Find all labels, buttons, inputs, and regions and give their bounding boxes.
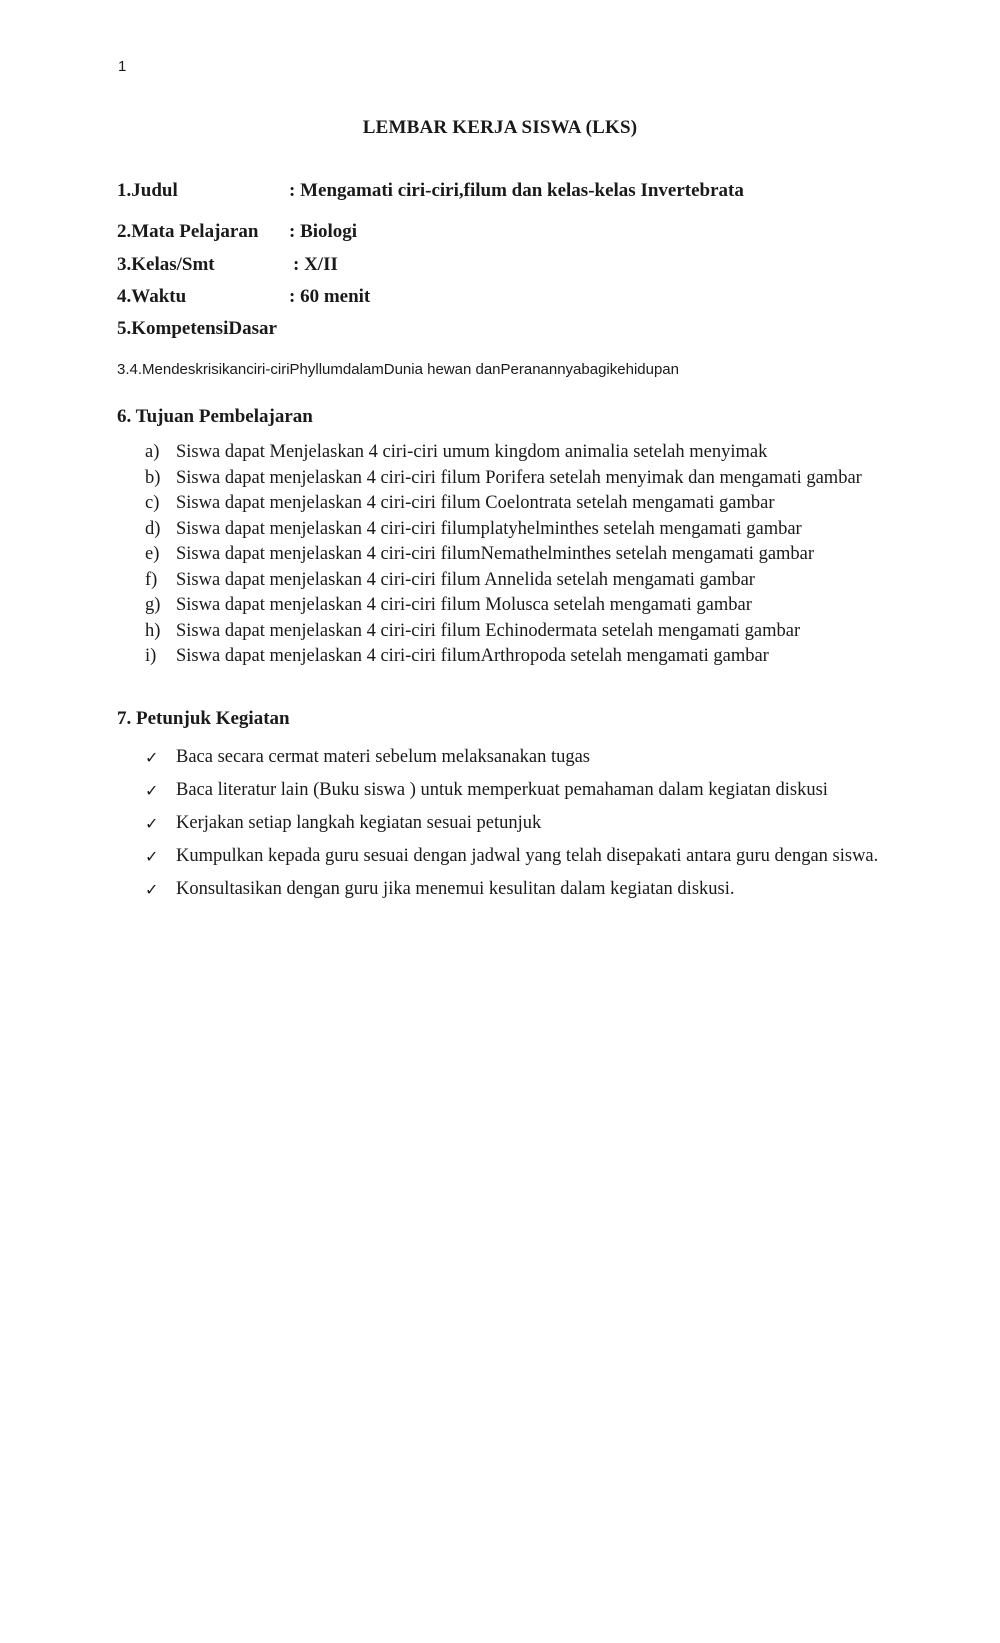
objective-text: Siswa dapat menjelaskan 4 ciri-ciri filum Annelida setelah mengamati gambar: [176, 569, 755, 590]
kompetensi-dasar-text: 3.4.Mendeskrisikanciri-ciriPhyllumdalamDunia hewan danPeranannyabagikehidupan: [117, 361, 679, 378]
instruction-text: Baca secara cermat materi sebelum melaksanakan tugas: [176, 747, 590, 767]
objective-item: [145, 517, 875, 543]
checkmark-icon: ✓: [145, 781, 159, 800]
checkmark-icon: ✓: [145, 814, 159, 833]
checkmark-icon: ✓: [145, 748, 159, 767]
objective-text: Siswa dapat menjelaskan 4 ciri-ciri filumNemathelminthes setelah mengamati gambar: [176, 544, 815, 564]
objective-marker: e): [145, 544, 160, 564]
objective-text: Siswa dapat menjelaskan 4 ciri-ciri filumplatyhelminthes setelah mengamati gambar: [176, 518, 802, 539]
kd-label: 5.KompetensiDasar: [117, 318, 277, 339]
objective-item: [145, 440, 875, 466]
objective-marker: g): [145, 595, 161, 615]
objectives-heading: 6. Tujuan Pembelajaran: [117, 406, 313, 427]
instruction-item: [145, 741, 885, 774]
objective-text: Siswa dapat Menjelaskan 4 ciri-ciri umum kingdom animalia setelah menyimak: [176, 442, 768, 462]
checkmark-icon: ✓: [145, 847, 159, 866]
objective-item: [145, 568, 875, 594]
objective-item: [145, 619, 875, 645]
objective-marker: f): [145, 569, 158, 590]
objective-text: Siswa dapat menjelaskan 4 ciri-ciri filum Porifera setelah menyimak dan mengamati gambar: [176, 467, 862, 488]
objective-item: [145, 542, 875, 568]
objective-item: [145, 644, 875, 670]
mapel-value: : Biologi: [289, 221, 358, 242]
instruction-text: Baca literatur lain (Buku siswa ) untuk memperkuat pemahaman dalam kegiatan diskusi: [176, 780, 828, 800]
waktu-label: 4.Waktu: [117, 286, 187, 307]
objective-text: Siswa dapat menjelaskan 4 ciri-ciri filumArthropoda setelah mengamati gambar: [176, 646, 769, 666]
instruction-item: [145, 873, 885, 906]
objective-marker: i): [145, 646, 157, 666]
instruction-text: Kumpulkan kepada guru sesuai dengan jadwal yang telah disepakati antara guru dengan siswa.: [176, 846, 879, 866]
objective-text: Siswa dapat menjelaskan 4 ciri-ciri filum Echinodermata setelah mengamati gambar: [176, 620, 801, 641]
objective-marker: d): [145, 518, 161, 539]
objective-marker: h): [145, 620, 161, 641]
objective-marker: c): [145, 493, 160, 513]
objective-item: [145, 593, 875, 619]
instructions-heading: 7. Petunjuk Kegiatan: [117, 708, 290, 729]
objective-marker: b): [145, 467, 161, 488]
judul-label: 1.Judul: [117, 180, 178, 201]
objective-marker: a): [145, 442, 160, 462]
instruction-text: Konsultasikan dengan guru jika menemui kesulitan dalam kegiatan diskusi.: [176, 879, 735, 899]
checkmark-icon: ✓: [145, 880, 159, 899]
waktu-value: : 60 menit: [289, 286, 371, 307]
instruction-item: [145, 774, 885, 807]
mapel-label: 2.Mata Pelajaran: [117, 221, 259, 242]
objectives-list: [145, 440, 875, 670]
instruction-item: [145, 840, 885, 873]
instruction-item: [145, 807, 885, 840]
objective-text: Siswa dapat menjelaskan 4 ciri-ciri filum Molusca setelah mengamati gambar: [176, 595, 752, 615]
objective-item: [145, 491, 875, 517]
page-number: 1: [118, 58, 127, 75]
judul-value: : Mengamati ciri-ciri,filum dan kelas-kelas Invertebrata: [289, 180, 744, 201]
kelas-label: 3.Kelas/Smt: [117, 254, 215, 275]
document-title: LEMBAR KERJA SISWA (LKS): [362, 117, 638, 138]
instructions-list: [145, 741, 885, 906]
objective-text: Siswa dapat menjelaskan 4 ciri-ciri filum Coelontrata setelah mengamati gambar: [176, 493, 775, 513]
kelas-value: : X/II: [293, 254, 338, 275]
objective-item: [145, 466, 875, 492]
instruction-text: Kerjakan setiap langkah kegiatan sesuai petunjuk: [176, 813, 542, 833]
